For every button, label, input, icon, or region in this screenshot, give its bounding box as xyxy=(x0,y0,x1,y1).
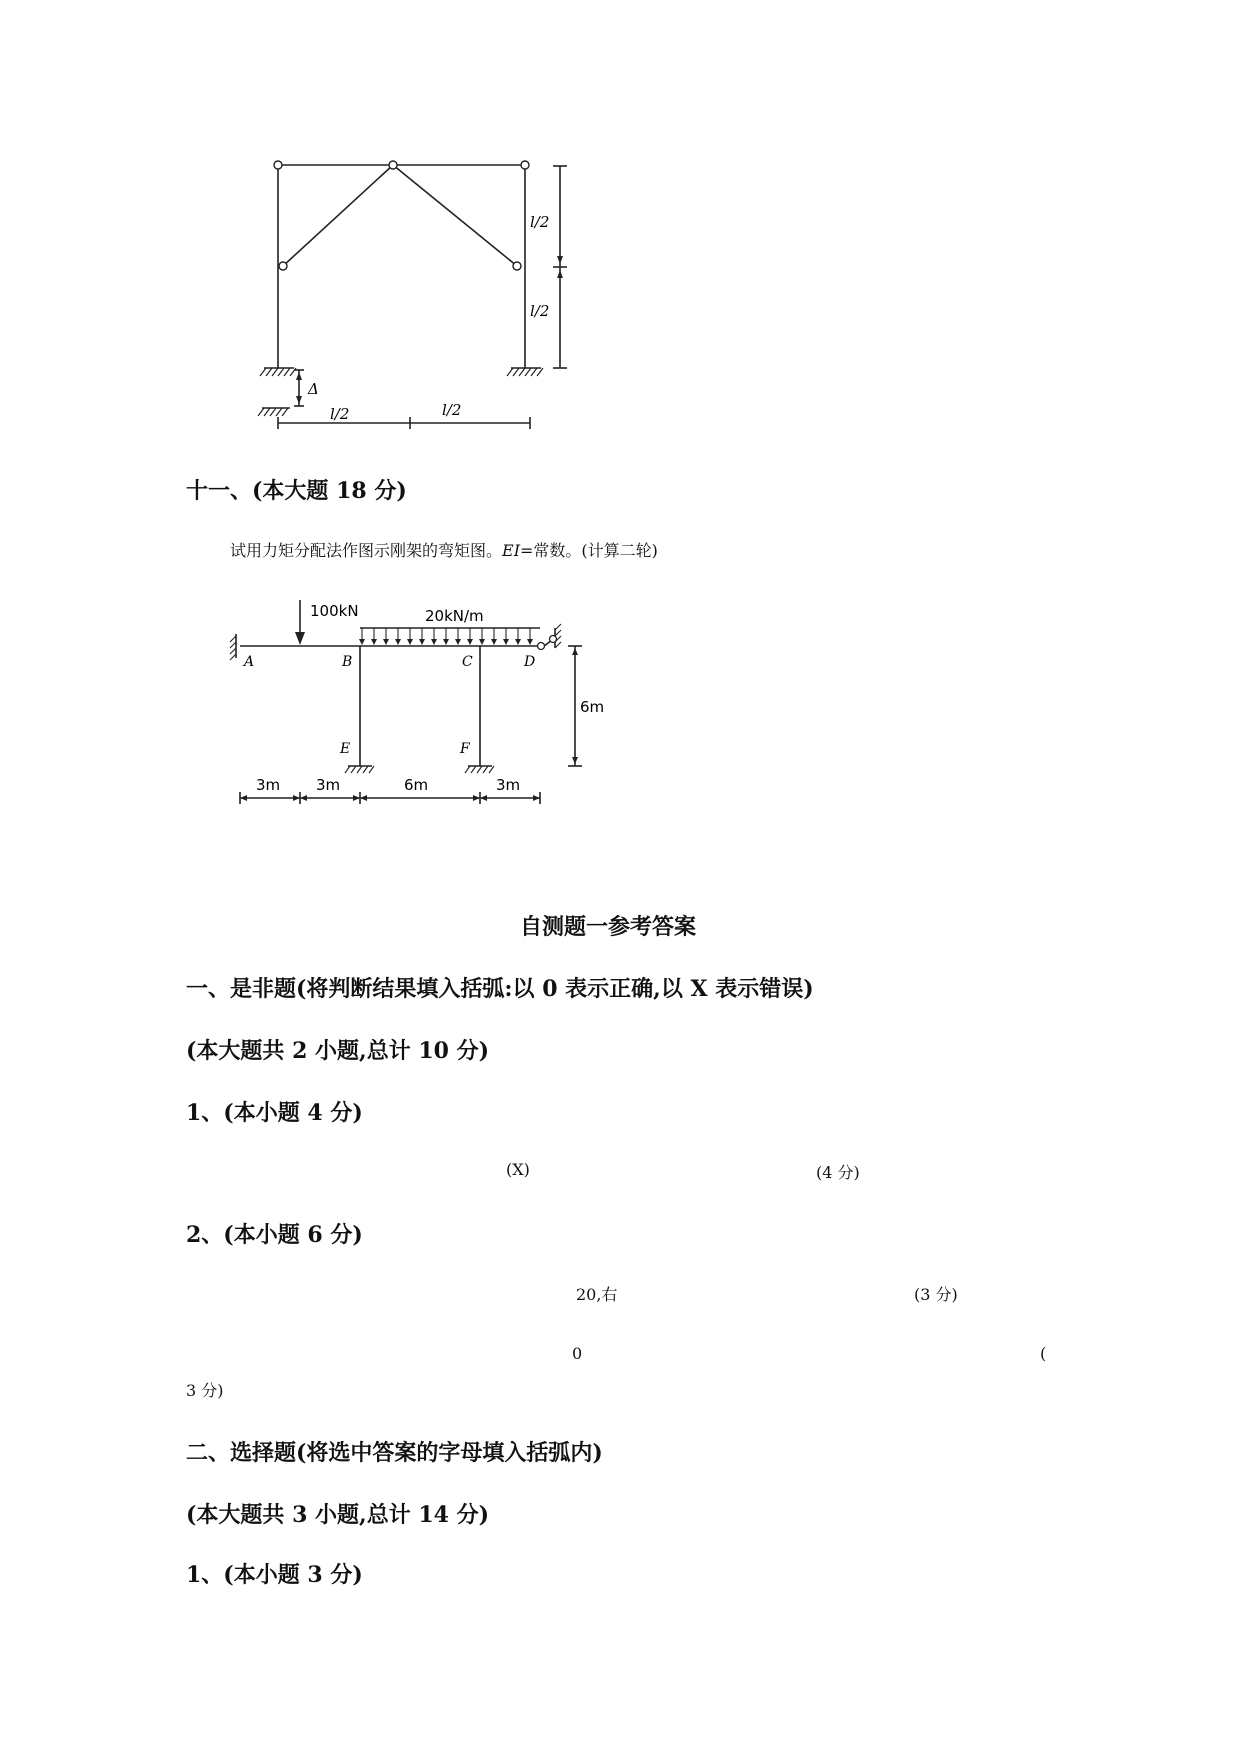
point-load-label: 100kN xyxy=(310,602,359,620)
part2-subheading: (本大题共 3 小题,总计 14 分) xyxy=(186,1502,490,1528)
fig1-dim-lower: l/2 xyxy=(530,302,550,320)
part2-q1-heading: 1、(本小题 3 分) xyxy=(186,1562,363,1588)
section11-prompt xyxy=(230,538,658,561)
prompt-text-post: =常数。(计算二轮) xyxy=(520,541,658,560)
fig1-dim-right: l/2 xyxy=(442,401,462,419)
fig1-dim-left: l/2 xyxy=(330,405,350,423)
q2-heading: 2、(本小题 6 分) xyxy=(186,1222,363,1248)
prompt-ei: EI xyxy=(502,541,521,560)
section11-heading: 十一、(本大题 18 分) xyxy=(186,478,407,504)
part1-heading: 一、是非题(将判断结果填入括弧:以 0 表示正确,以 X 表示错误) xyxy=(186,976,814,1002)
q1-score: (4 分) xyxy=(816,1163,860,1182)
q2-score-2-open: ( xyxy=(1040,1344,1047,1363)
node-b-label: B xyxy=(342,654,353,670)
part2-heading: 二、选择题(将选中答案的字母填入括弧内) xyxy=(186,1440,603,1466)
frame-figure-1 xyxy=(0,0,620,440)
prompt-text-pre: 试用力矩分配法作图示刚架的弯矩图。 xyxy=(230,541,503,560)
q1-heading: 1、(本小题 4 分) xyxy=(186,1100,363,1126)
part1-subheading: (本大题共 2 小题,总计 10 分) xyxy=(186,1038,490,1064)
q1-answer: (X) xyxy=(506,1160,530,1179)
answers-title: 自测题一参考答案 xyxy=(520,914,697,940)
height-label: 6m xyxy=(580,698,605,716)
span-4-label: 3m xyxy=(496,776,521,794)
node-f-label: F xyxy=(460,741,470,757)
span-2-label: 3m xyxy=(316,776,341,794)
distributed-load-label: 20kN/m xyxy=(425,607,484,625)
span-1-label: 3m xyxy=(256,776,281,794)
q2-score-1: (3 分) xyxy=(914,1285,958,1304)
q2-answer-2: 0 xyxy=(572,1344,583,1363)
frame-figure-2 xyxy=(0,590,640,820)
fig1-dim-upper: l/2 xyxy=(530,213,550,231)
node-a-label: A xyxy=(244,654,255,670)
fig1-settlement-label: Δ xyxy=(308,380,319,398)
q2-score-2-rest: 3 分) xyxy=(186,1381,224,1400)
node-c-label: C xyxy=(462,654,473,670)
node-e-label: E xyxy=(340,741,351,757)
q2-answer-1: 20,右 xyxy=(576,1285,618,1304)
span-3-label: 6m xyxy=(404,776,429,794)
node-d-label: D xyxy=(524,654,536,670)
